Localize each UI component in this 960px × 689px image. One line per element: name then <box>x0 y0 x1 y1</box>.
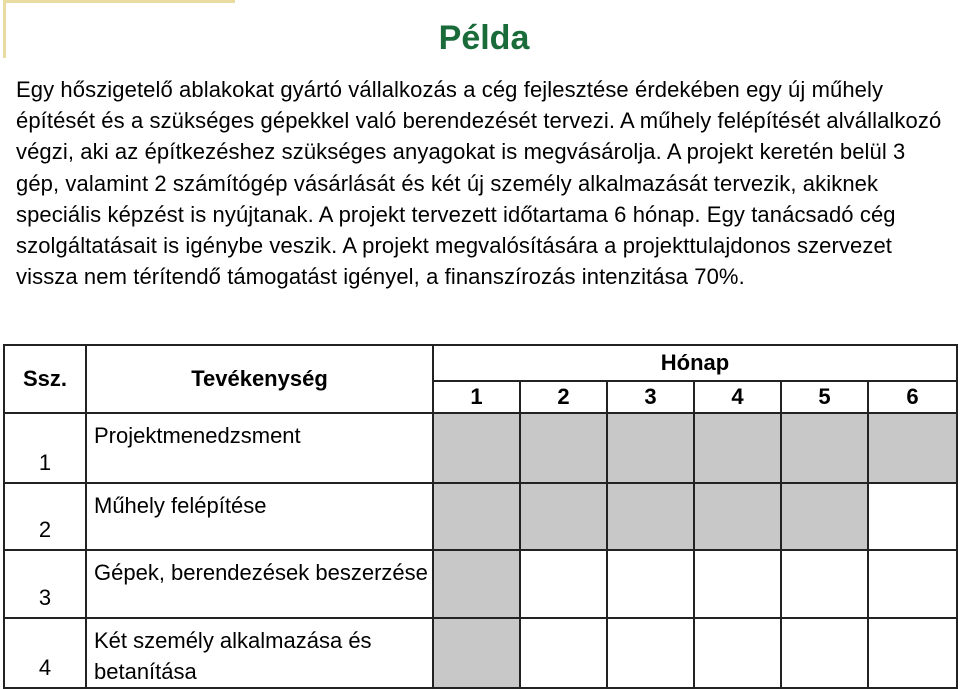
row-number: 1 <box>4 413 86 483</box>
row-activity: Két személy alkalmazása és betanítása <box>86 618 433 688</box>
month-cell <box>520 413 607 483</box>
month-cell <box>694 413 781 483</box>
month-cell <box>607 413 694 483</box>
row-activity: Műhely felépítése <box>86 483 433 550</box>
month-cell <box>433 413 520 483</box>
table-row <box>4 618 957 688</box>
month-cell <box>781 618 868 688</box>
month-cell <box>781 550 868 618</box>
header-month-6: 6 <box>868 381 957 413</box>
gantt-table <box>3 344 958 689</box>
header-month-2: 2 <box>520 381 607 413</box>
header-ssz: Ssz. <box>4 345 86 413</box>
header-month-4: 4 <box>694 381 781 413</box>
month-cell <box>433 483 520 550</box>
row-number: 2 <box>4 483 86 550</box>
month-cell <box>868 550 957 618</box>
table-row <box>4 413 957 483</box>
month-cell <box>520 483 607 550</box>
header-activity: Tevékenység <box>86 345 433 413</box>
month-cell <box>433 618 520 688</box>
month-cell <box>607 550 694 618</box>
month-cell <box>694 550 781 618</box>
row-number: 3 <box>4 550 86 618</box>
month-cell <box>781 483 868 550</box>
month-cell <box>781 413 868 483</box>
month-cell <box>868 413 957 483</box>
row-activity: Gépek, berendezések beszerzése <box>86 550 433 618</box>
row-activity: Projektmenedzsment <box>86 413 433 483</box>
slide-border-top <box>3 0 235 3</box>
month-cell <box>520 550 607 618</box>
month-cell <box>607 618 694 688</box>
month-cell <box>694 483 781 550</box>
month-cell <box>868 483 957 550</box>
month-cell <box>868 618 957 688</box>
month-cell <box>694 618 781 688</box>
month-cell <box>433 550 520 618</box>
header-month-3: 3 <box>607 381 694 413</box>
header-month-1: 1 <box>433 381 520 413</box>
month-cell <box>607 483 694 550</box>
month-cell <box>520 618 607 688</box>
row-number: 4 <box>4 618 86 688</box>
header-month-5: 5 <box>781 381 868 413</box>
table-row <box>4 483 957 550</box>
table-row <box>4 550 957 618</box>
header-month: Hónap <box>433 345 957 381</box>
example-paragraph: Egy hőszigetelő ablakokat gyártó vállalkozás a cég fejlesztése érdekében egy új műhely építését és a szükséges gépekkel való berendezését tervezi. A műhely felépítését alvállalkozó végzi, aki az építkezéshez szükséges anyagokat is megvásárolja. A projekt keretén belül 3 gép, valamint 2 számítógép vásárlását és két új személy alkalmazását tervezik, akiknek speciális képzést is nyújtanak. A projekt tervezett időtartama 6 hónap. Egy tanácsadó cég szolgáltatásait is igénybe veszik. A projekt megvalósítására a projekttulajdonos szervezet vissza nem térítendő támogatást igényel, a finanszírozás intenzitása 70%. <box>16 77 942 290</box>
slide-title: Példa <box>438 19 530 57</box>
